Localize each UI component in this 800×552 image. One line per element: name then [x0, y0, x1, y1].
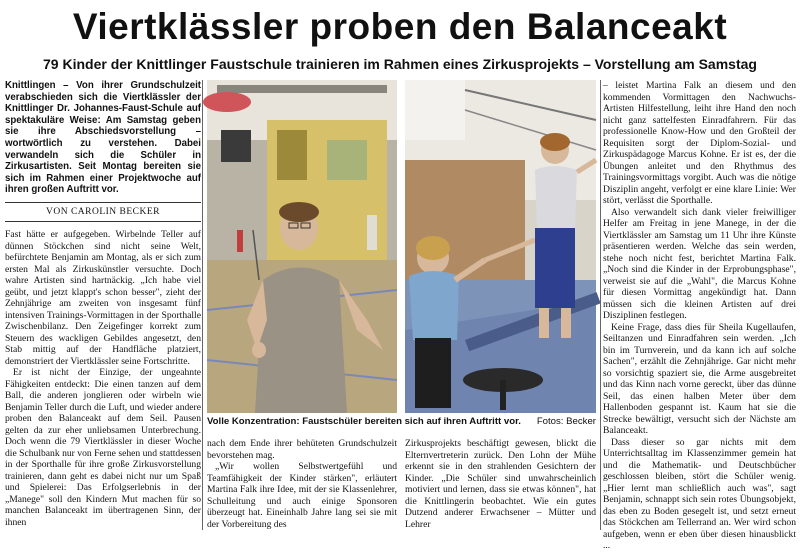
intro-paragraph: Knittlingen – Von ihrer Grundschulzeit verabschieden sich die Viertklässler der Knittlinger Dr. Johannes-Faust-Schule auf spektakuläre Weise: Am Samstag geben sie ihre Abschiedsvorstellung – wortwörtlich zu verstehen. Dabei verwandeln sich die Schüler in Zirkusartisten. Seit Montag bereiten sie sich im Rahmen einer Projektwoche auf ihren großen Auftritt vor. — [5, 80, 201, 196]
body-column-2 — [207, 438, 397, 530]
body-column-1 — [5, 229, 201, 529]
paragraph: – leistet Martina Falk an diesem und den kommenden Vormittagen den Nachwuchs-Artisten Hilfestellung, leiht ihre Hand den noch nicht ganz sattelfesten Einradfahrern. Für das professionelle Know-How und den Großteil der Requisiten sorgt der Diplom-Sozial- und Zirkuspädagoge Marcus Kohne. Er ist es, der die Übungen anleitet und den Rhythmus des Trainingsvormittags vorgibt. Auch was die nötige Disziplin angeht, verfolgt er eine klare Linie: Wer stört, verlässt die Sporthalle. — [603, 80, 796, 206]
paragraph: Keine Frage, dass dies für Sheila Kugellaufen, Seiltanzen und Einradfahren sein werden. „Ich bin im Turnverein, und da kann ich auf solche Sachen", erzählt die Zehnjährige. Gar nicht mehr so vorsichtig spaziert sie, die Arme ausgebreitet und das Kinn nach vorne gereckt, über das dünne Seil, das einen halben Meter über dem Hallenboden gespannt ist. Kaum hat sie die Strecke bewältigt, versucht sich der Nächste am Balanceakt. — [603, 321, 796, 436]
photo-boy-plate-image — [207, 80, 397, 413]
paragraph: Er ist nicht der Einzige, der ungeahnte Fähigkeiten entdeckt: Die einen tanzen auf dem Ball, die anderen jonglieren oder wirbeln wie Benjamin Teller durch die Luft, und wieder andere proben den Balanceakt auf dem Seil. Pausen gelten da zur eher unliebsamen Unterbrechung. Doch wenn die 79 Viertklässler in dieser Woche die Schulbank nur von Ferne sehen und stattdessen in der Sporthalle für ihre große Zirkusvorstellung trainieren, dann geht es dabei nicht nur um Spaß und Spielerei: Das Erfolgserlebnis in der „Manege" soll den Kindern Mut machen für so manchen Balanceakt im übertragenen Sinn, der ihnen — [5, 367, 201, 528]
paragraph: Dass dieser so gar nichts mit dem Unterrichtsalltag im Klassenzimmer gemein hat und die Mathematik- und Deutschbücher geschlossen bleiben, stört die Schüler wenig. „Hier lernt man schließlich auch was", sagt Benjamin, schnappt sich sein rotes Übungsobjekt, das eben zu Boden gesegelt ist, und setzt erneut das Stöckchen am Tellerrand an. Wer wird schon aufgeben, wenn er eben über diesen hinausblickt ... — [603, 436, 796, 551]
paragraph: Also verwandelt sich dank vieler freiwilliger Helfer am Freitag in jene Manege, in der die Viertklässler am Samstag um 11 Uhr ihre Künste präsentieren werden. Welche das sein werden, stehe noch nicht fest, berichtet Martina Falk. „Noch sind die Kinder in der Erprobungsphase", verweist sie auf die „Wahl", die Marcus Kohne für diesen Vormittag angekündigt hat. Dann müssen sich die kleinen Artisten auf drei Disziplinen festlegen. — [603, 206, 796, 321]
body-column-4 — [603, 80, 796, 551]
photo-plate-spinning — [207, 80, 397, 413]
caption-text: Volle Konzentration: Faustschüler bereiten sich auf ihren Auftritt vor. — [207, 416, 521, 427]
photo-caption — [207, 416, 596, 428]
photo-rope-walk-image — [405, 80, 596, 413]
photo-credit: Fotos: Becker — [536, 416, 596, 427]
column-divider — [202, 80, 203, 530]
byline: VON CAROLIN BECKER — [5, 202, 201, 222]
paragraph: Zirkusprojekts beschäftigt gewesen, blickt die Elternvertreterin zurück. Den Lohn der Mühe erkennt sie in den strahlenden Gesichtern der Kinder. „Die Schüler sind unwahrscheinlich motiviert und lernen, dass sie etwas können", hat die Knittlingerin beobachtet. Wie ein gutes Dutzend anderer Erwachsener – Mütter und Lehrer — [405, 438, 596, 530]
photo-rope-balance — [405, 80, 596, 413]
paragraph: „Wir wollen Selbstwertgefühl und Teamfähigkeit der Kinder stärken", erläutert Martina Falk ihre Idee, mit der sie Klassenlehrer, Schulleitung und auch einige Sponsoren überzeugt hat. Eineinhalb Jahre lang sei sie mit der Vorbereitung des — [207, 461, 397, 530]
paragraph: Fast hätte er aufgegeben. Wirbelnde Teller auf dünnen Stöckchen sind nicht seine Welt, befürchtete Benjamin am Montag, als er sich zum ersten Mal als Zirkuskünstler versuchte. Doch wahre Artisten sind hartnäckig. „Ich habe viel geübt, und jetzt klappt's schon besser", zieht der Zehnjährige am zweiten von insgesamt fünf intensiven Trainings-Vormittagen in der Sporthalle Zwischenbilanz. Den Zeigefinger korrekt zum Steuern des wackligen Gebildes angesetzt, den Stab mittig auf der Handfläche platziert, demonstriert der Viertklässler seine Fortschritte. — [5, 229, 201, 367]
headline: Viertklässler proben den Balanceakt — [72, 6, 728, 47]
column-divider — [600, 80, 601, 530]
subheadline: 79 Kinder der Knittlinger Faustschule trainieren im Rahmen eines Zirkusprojekts – Vorstellung am Samstag — [43, 56, 757, 72]
paragraph: nach dem Ende ihrer behüteten Grundschulzeit bevorstehen mag. — [207, 438, 397, 461]
body-column-3 — [405, 438, 596, 530]
